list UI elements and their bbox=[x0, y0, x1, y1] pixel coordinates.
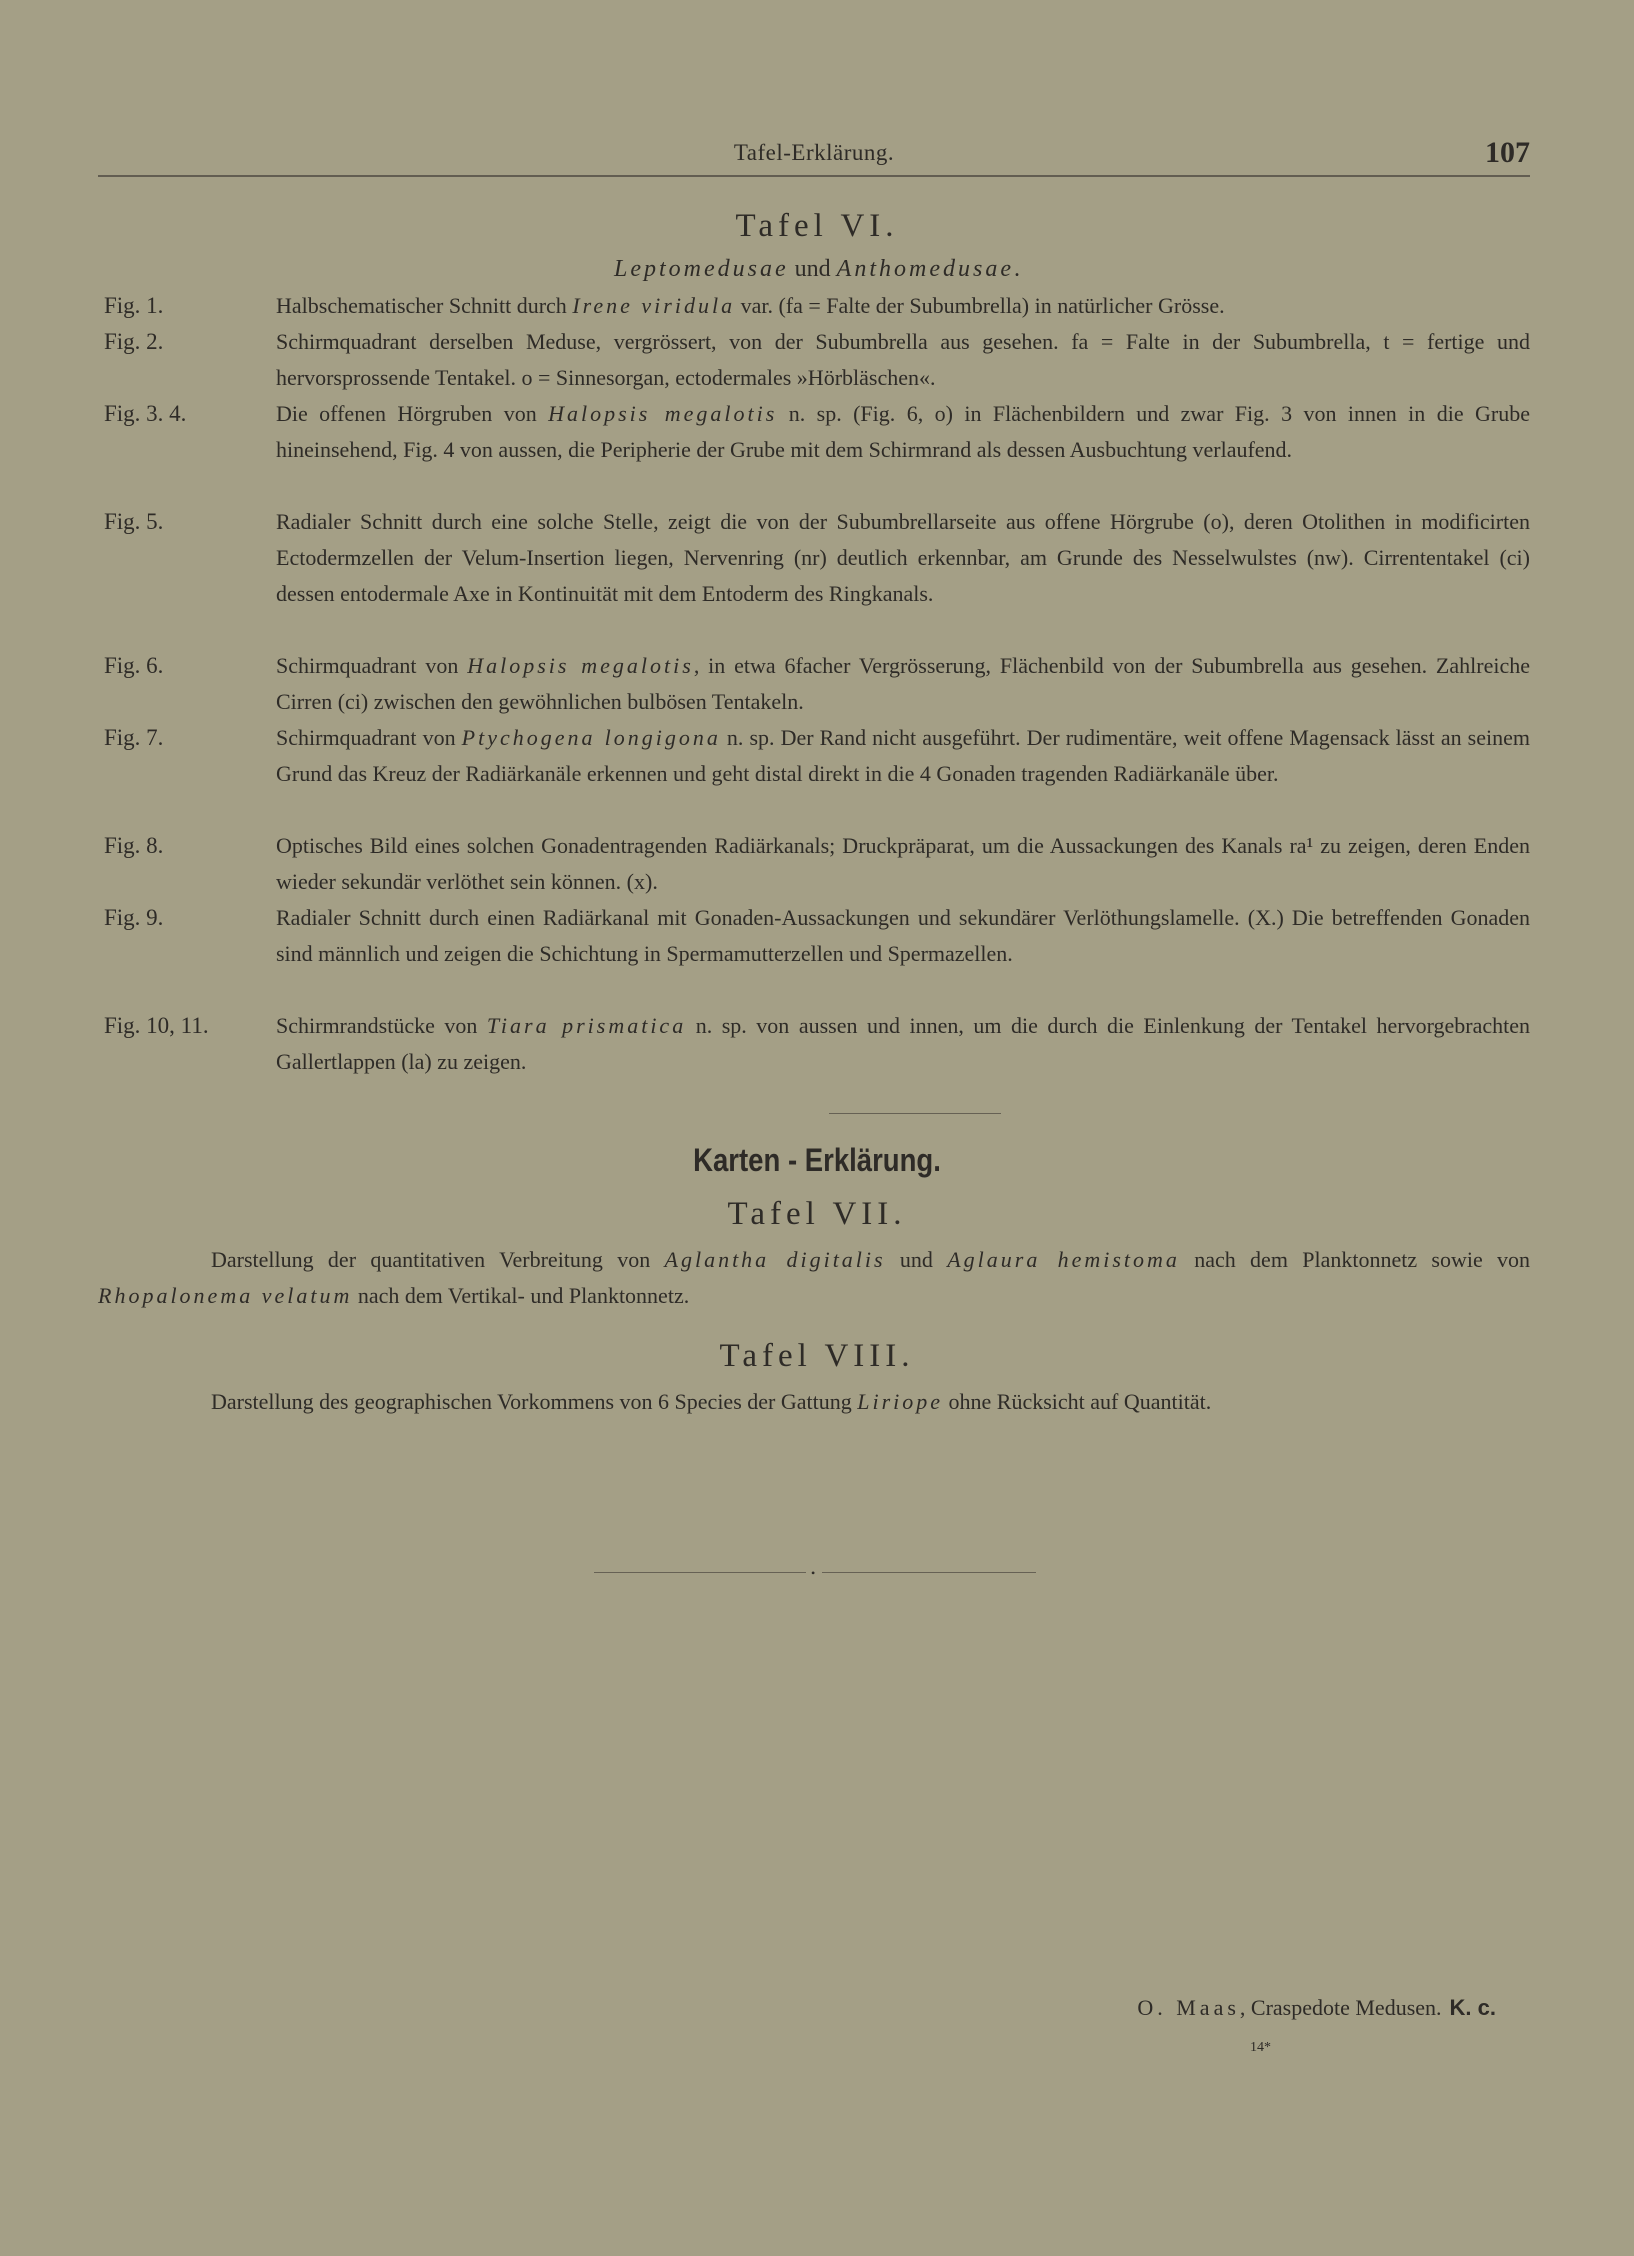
end-ornament: • bbox=[811, 1566, 816, 1580]
plate-7-title: Tafel VII. bbox=[727, 1196, 907, 1232]
figure-caption bbox=[276, 324, 1530, 396]
subtitle-taxon-1: Leptomedusae bbox=[614, 256, 789, 282]
description-text: nach dem Planktonnetz sowie von bbox=[1179, 1247, 1530, 1272]
caption-text: n. sp. von aussen und innen, um die durch die Einlenkung der Tentakel hervorgebrachten Gallertlappen (la) zu zeigen. bbox=[276, 1013, 1530, 1074]
figure-label: Fig. 10, 11. bbox=[104, 1013, 209, 1038]
plate-8-description bbox=[98, 1384, 1530, 1420]
description-text: und bbox=[885, 1247, 948, 1272]
subtitle-conjunction: und bbox=[788, 256, 837, 282]
caption-text: n. sp. (Fig. 6, o) in Flächenbildern und zwar Fig. 3 von innen in die Grube hineinsehend, Fig. 4 von aussen, die Peripherie der Grube mit dem Schirmrand als dessen Ausbuchtung verlaufend. bbox=[276, 401, 1530, 462]
running-head: Tafel-Erklärung. bbox=[733, 140, 895, 165]
description-text: ohne Rücksicht auf Quantität. bbox=[943, 1389, 1212, 1414]
figure-label: Fig. 1. bbox=[104, 293, 164, 318]
imprint bbox=[900, 1995, 1496, 2021]
subtitle-period: . bbox=[1013, 256, 1020, 282]
caption-text: Schirmquadrant derselben Meduse, vergrössert, von der Subumbrella aus gesehen. fa = Falte in der Subumbrella, t = fertige und hervorsprossende Tentakel. o = Sinnesorgan, ectodermales »Hörbläschen«. bbox=[276, 329, 1530, 390]
species-name: Rhopalonema velatum bbox=[98, 1283, 353, 1308]
maps-heading: Karten - Erklärung. bbox=[693, 1142, 941, 1178]
end-rule-right bbox=[822, 1572, 1036, 1573]
figure-caption bbox=[276, 504, 1530, 612]
imprint-code: K. c. bbox=[1449, 1995, 1496, 2020]
end-rule-left bbox=[594, 1572, 806, 1573]
description-text: Darstellung der quantitativen Verbreitung von bbox=[211, 1247, 665, 1272]
figure-caption bbox=[276, 288, 1530, 324]
section-divider bbox=[829, 1113, 1001, 1114]
description-text: nach dem Vertikal- und Planktonnetz. bbox=[352, 1283, 690, 1308]
caption-text: var. (fa = Falte der Subumbrella) in natürlicher Grösse. bbox=[735, 293, 1225, 318]
caption-text: Optisches Bild eines solchen Gonadentragenden Radiärkanals; Druckpräparat, um die Aussackungen des Kanals ra¹ zu zeigen, deren Enden wieder sekundär verlöthet sein können. (x). bbox=[276, 833, 1530, 894]
plate-6-subtitle bbox=[0, 256, 1634, 283]
header-rule bbox=[98, 175, 1530, 177]
caption-text: Schirmquadrant von bbox=[276, 725, 462, 750]
figure-label: Fig. 3. 4. bbox=[104, 401, 187, 426]
species-name: Halopsis megalotis bbox=[467, 653, 694, 678]
signature-mark: 14* bbox=[1250, 2040, 1271, 2055]
species-name: Irene viridula bbox=[572, 293, 736, 318]
figure-label: Fig. 6. bbox=[104, 653, 164, 678]
caption-text: n. sp. Der Rand nicht ausgeführt. Der rudimentäre, weit offene Magensack lässt an seinem Grund das Kreuz der Radiärkanäle erkennen und geht distal direkt in die 4 Gonaden tragenden Radiärkanäle über. bbox=[276, 725, 1530, 786]
description-text: Darstellung des geographischen Vorkommens von 6 Species der Gattung bbox=[211, 1389, 858, 1414]
caption-text: Radialer Schnitt durch eine solche Stelle, zeigt die von der Subumbrellarseite aus offene Hörgrube (o), deren Otolithen in modificirten Ectodermzellen der Velum-Insertion liegen, Nervenring (nr) deutlich erkennbar, am Grunde des Nesselwulstes (nw). Cirrententakel (ci) dessen entodermale Axe in Kontinuität mit dem Entoderm des Ringkanals. bbox=[276, 509, 1530, 606]
imprint-author: O. Maas bbox=[1137, 1995, 1240, 2020]
caption-text: Schirmrandstücke von bbox=[276, 1013, 487, 1038]
imprint-work: , Craspedote Medusen. bbox=[1239, 1995, 1442, 2020]
caption-text: Schirmquadrant von bbox=[276, 653, 468, 678]
figure-label: Fig. 2. bbox=[104, 329, 164, 354]
caption-text: Radialer Schnitt durch einen Radiärkanal mit Gonaden-Aussackungen und sekundärer Verlöthungslamelle. (X.) Die betreffenden Gonaden sind männlich und zeigen die Schichtung in Spermamutterzellen und Spermazellen. bbox=[276, 905, 1530, 966]
figure-label: Fig. 8. bbox=[104, 833, 164, 858]
caption-text: , in etwa 6facher Vergrösserung, Flächenbild von der Subumbrella aus gesehen. Zahlreiche Cirren (ci) zwischen den gewöhnlichen bulbösen Tentakeln. bbox=[276, 653, 1530, 714]
caption-text: Die offenen Hörgruben von bbox=[276, 401, 549, 426]
figure-caption bbox=[276, 396, 1530, 468]
plate-6-title: Tafel VI. bbox=[735, 208, 899, 244]
figure-label: Fig. 9. bbox=[104, 905, 164, 930]
species-name: Aglaura hemistoma bbox=[947, 1247, 1180, 1272]
plate-8-title: Tafel VIII. bbox=[719, 1338, 915, 1374]
plate-7-description bbox=[98, 1242, 1530, 1314]
figure-label: Fig. 5. bbox=[104, 509, 164, 534]
species-name: Tiara prismatica bbox=[486, 1013, 687, 1038]
figure-caption bbox=[276, 900, 1530, 972]
page-header bbox=[98, 136, 1530, 178]
figure-caption bbox=[276, 828, 1530, 900]
subtitle-taxon-2: Anthomedusae bbox=[836, 256, 1014, 282]
species-name: Ptychogena longigona bbox=[461, 725, 721, 750]
species-name: Aglantha digitalis bbox=[664, 1247, 886, 1272]
figure-caption bbox=[276, 720, 1530, 792]
species-name: Halopsis megalotis bbox=[548, 401, 778, 426]
figure-caption bbox=[276, 648, 1530, 720]
page-number: 107 bbox=[1485, 136, 1530, 169]
caption-text: Halbschematischer Schnitt durch bbox=[276, 293, 573, 318]
figure-caption bbox=[276, 1008, 1530, 1080]
figure-label: Fig. 7. bbox=[104, 725, 164, 750]
species-name: Liriope bbox=[857, 1389, 944, 1414]
